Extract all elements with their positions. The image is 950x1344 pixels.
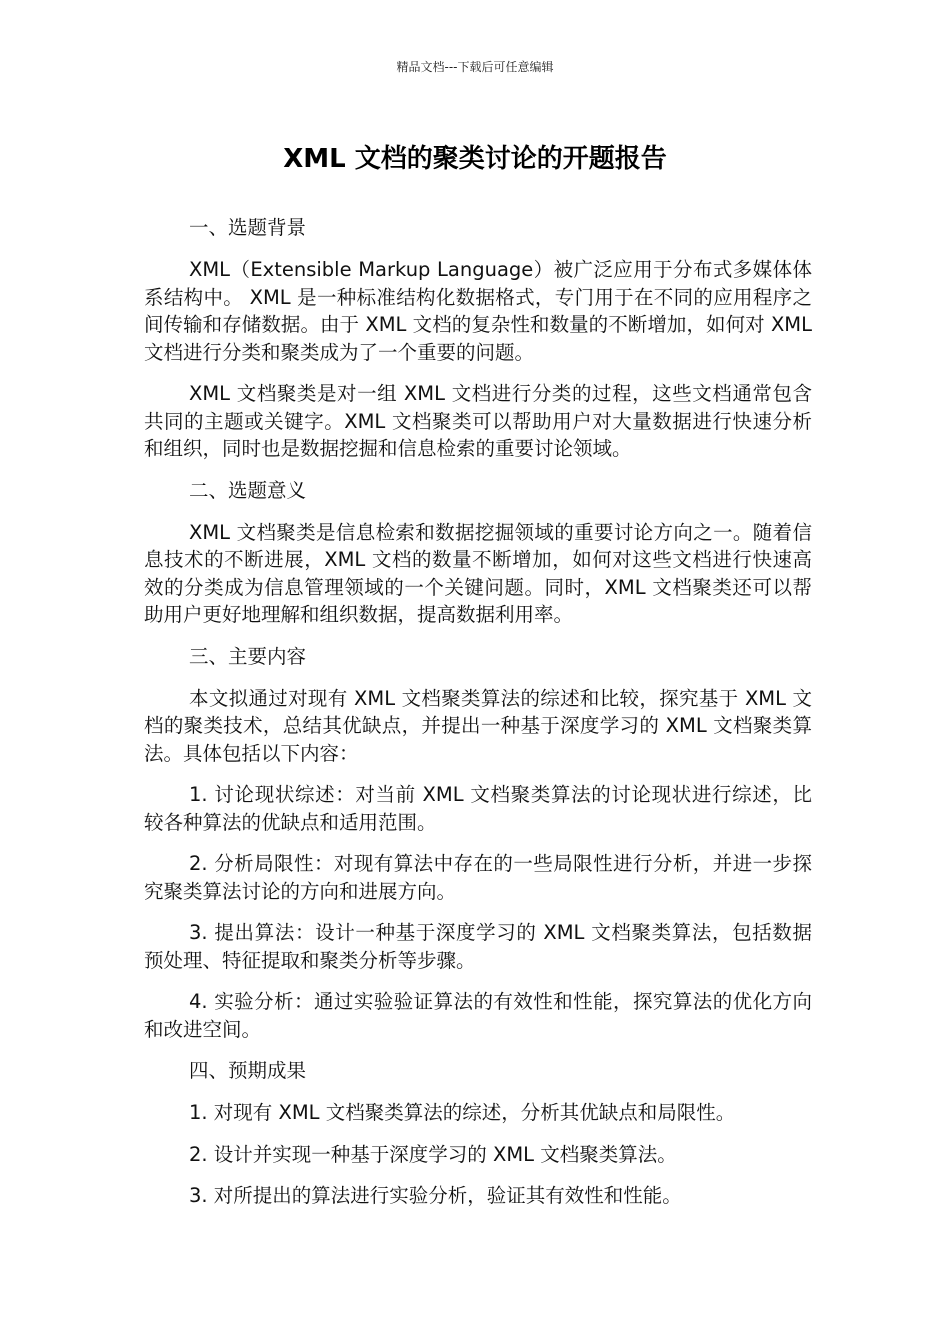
header-note: 精品文档---下载后可任意编辑 xyxy=(396,60,554,74)
paragraph: XML 文档聚类是对一组 XML 文档进行分类的过程，这些文档通常包含共同的主题或关键字。XML 文档聚类可以帮助用户对大量数据进行快速分析和组织，同时也是数据挖掘和信息检索的重要讨论领域。 xyxy=(144,382,812,460)
list-item: 2. 设计并实现一种基于深度学习的 XML 文档聚类算法。 xyxy=(189,1142,677,1166)
paragraph: XML 文档聚类是信息检索和数据挖掘领域的重要讨论方向之一。随着信息技术的不断进展，XML 文档的数量不断增加，如何对这些文档进行快速高效的分类成为信息管理领域的一个关键问题。同时，XML 文档聚类还可以帮助用户更好地理解和组织数据，提高数据利用率。 xyxy=(144,520,812,626)
section-heading-significance: 二、选题意义 xyxy=(189,478,307,502)
document-body xyxy=(144,214,812,1224)
list-item: 2. 分析局限性：对现有算法中存在的一些局限性进行分析，并进一步探究聚类算法讨论的方向和进展方向。 xyxy=(144,852,812,903)
list-item: 4. 实验分析：通过实验验证算法的有效性和性能，探究算法的优化方向和改进空间。 xyxy=(144,990,812,1041)
section-heading-expected: 四、预期成果 xyxy=(189,1059,307,1082)
paragraph: 本文拟通过对现有 XML 文档聚类算法的综述和比较，探究基于 XML 文档的聚类技术，总结其优缺点，并提出一种基于深度学习的 XML 文档聚类算法。具体包括以下内容： xyxy=(144,686,812,765)
paragraph: XML（Extensible Markup Language）被广泛应用于分布式多媒体体系结构中。 XML 是一种标准结构化数据格式，专门用于在不同的应用程序之间传输和存储数据。由于 XML 文档的复杂性和数量的不断增加，如何对 XML 文档进行分类和聚类成为了一个重要的问题。 xyxy=(144,258,812,364)
list-item: 3. 提出算法：设计一种基于深度学习的 XML 文档聚类算法，包括数据预处理、特征提取和聚类分析等步骤。 xyxy=(144,921,812,972)
section-heading-background: 一、选题背景 xyxy=(189,216,307,239)
document-title: XML 文档的聚类讨论的开题报告 xyxy=(283,144,667,174)
section-heading-content: 三、主要内容 xyxy=(189,644,307,668)
list-item: 1. 讨论现状综述：对当前 XML 文档聚类算法的讨论现状进行综述，比较各种算法的优缺点和适用范围。 xyxy=(144,783,812,834)
list-item: 3. 对所提出的算法进行实验分析，验证其有效性和性能。 xyxy=(189,1184,682,1207)
list-item: 1. 对现有 XML 文档聚类算法的综述，分析其优缺点和局限性。 xyxy=(189,1101,736,1124)
